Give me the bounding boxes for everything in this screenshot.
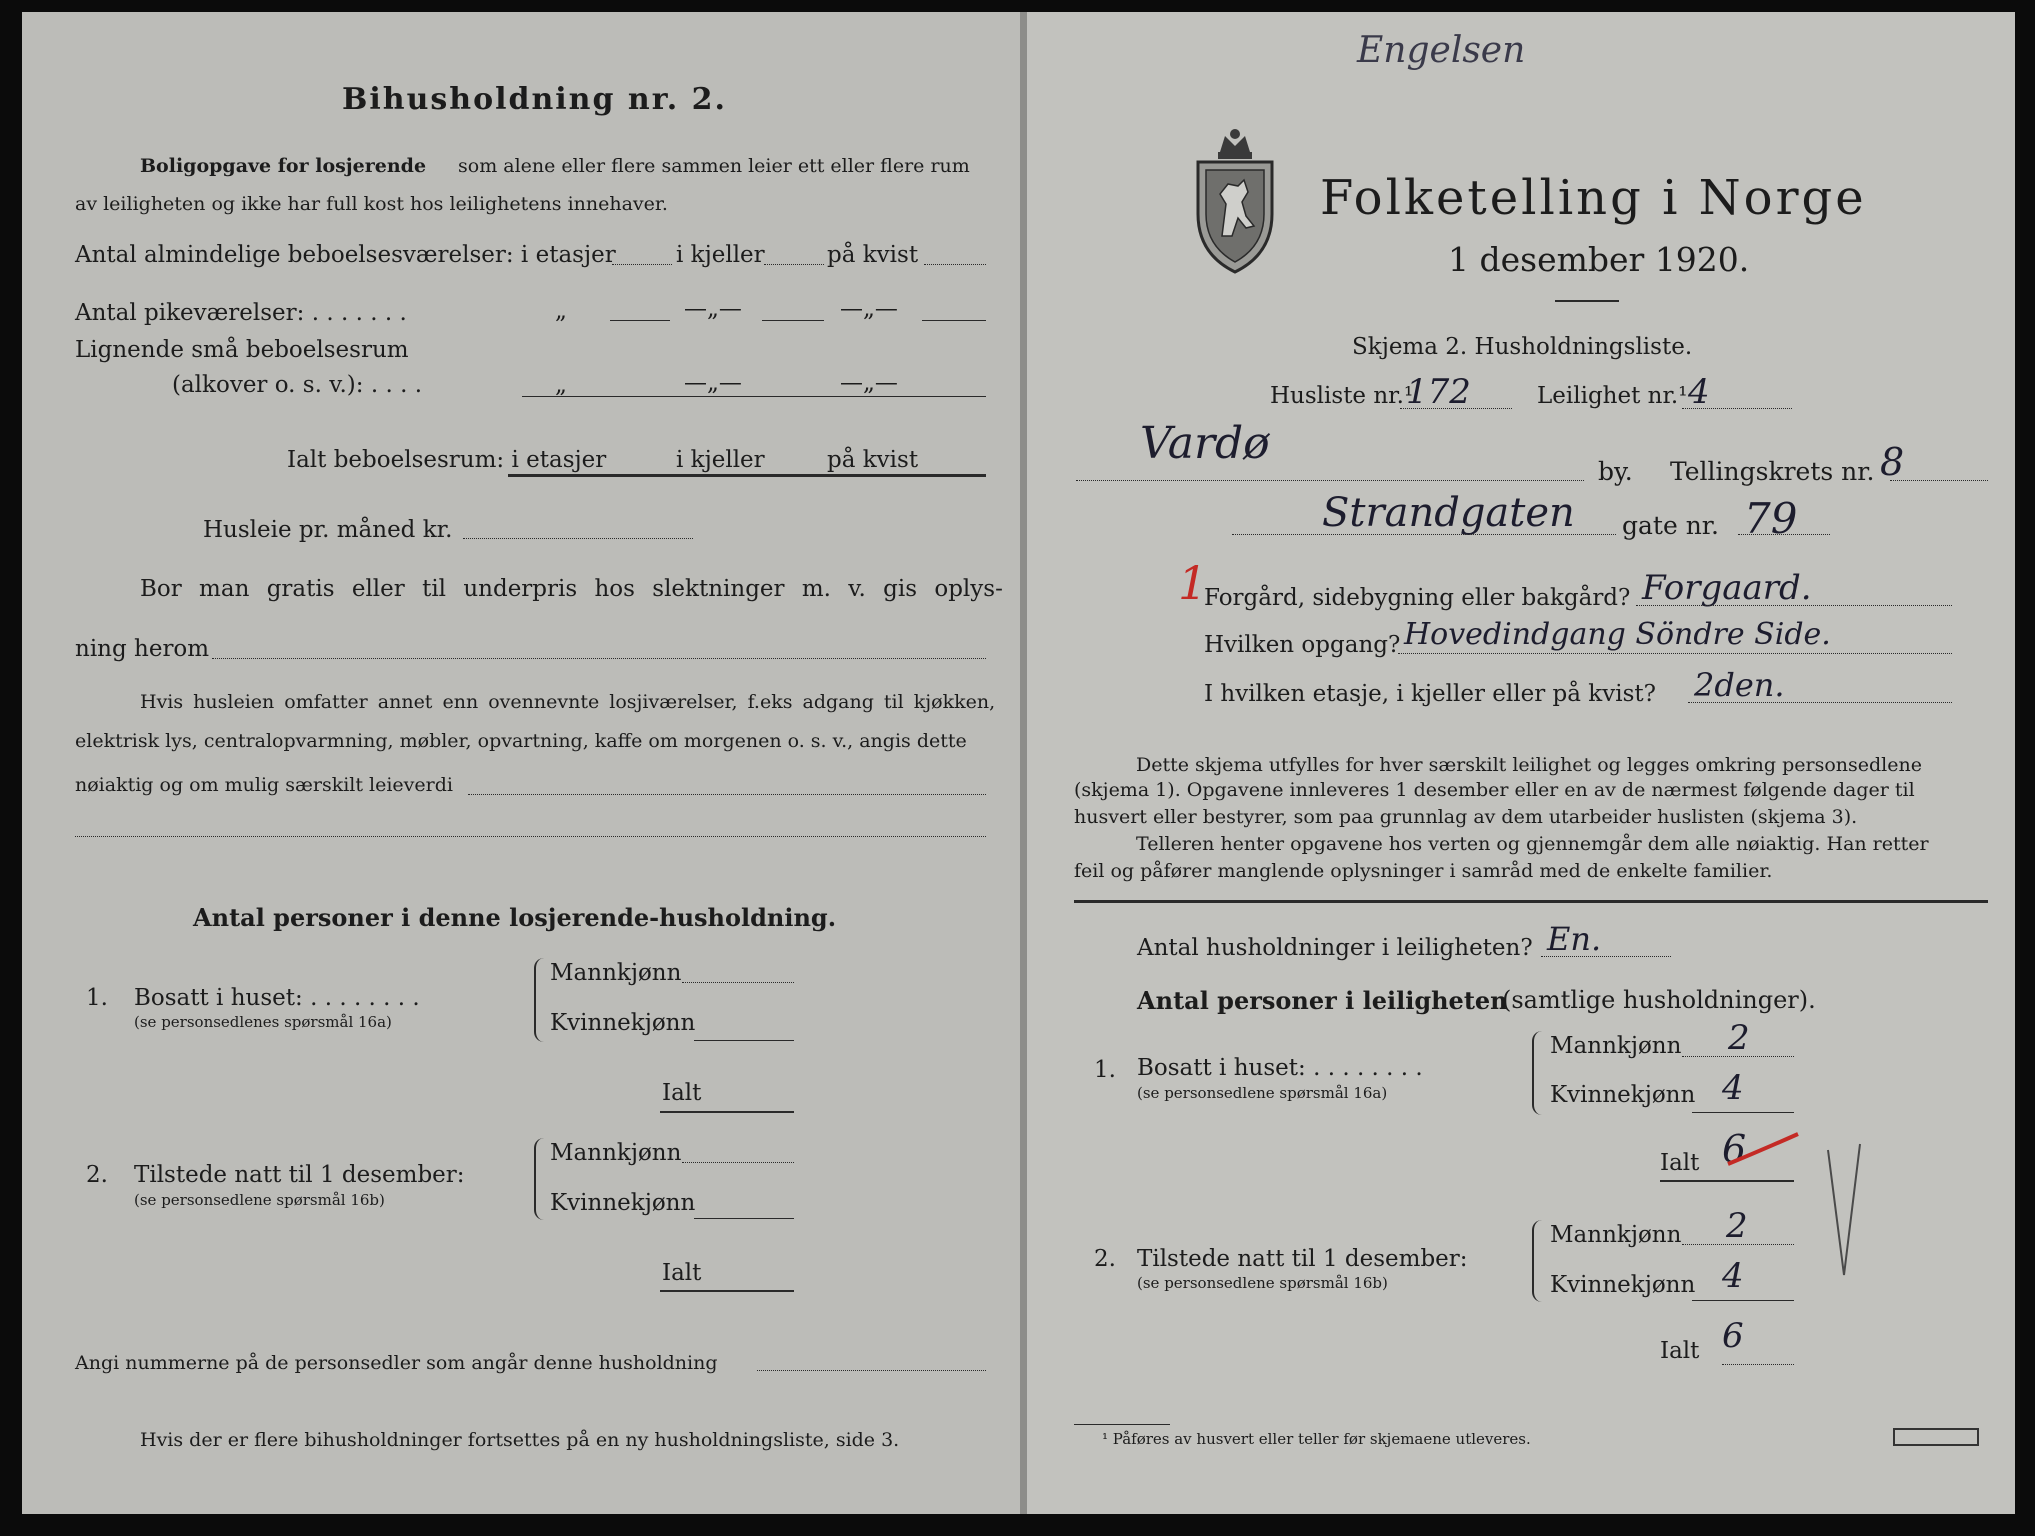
q1-number: 1.	[86, 985, 108, 1011]
instruction-text: Telleren henter opgavene hos verten og gjennemgår dem alle nøiaktig. Han retter	[1136, 833, 1929, 855]
krets-value: 8	[1880, 440, 1905, 484]
opgang-field	[1398, 653, 1952, 654]
gate-field	[1232, 534, 1616, 535]
ialt-label: Ialt	[1660, 1338, 1700, 1364]
ditto-mark: „	[555, 298, 567, 324]
dash-mark: —„—	[840, 296, 898, 322]
title-divider	[1555, 300, 1619, 302]
gate-nr-field	[1738, 534, 1830, 535]
husliste-label: Husliste nr.¹	[1270, 383, 1414, 409]
ialt-label: Ialt	[1660, 1150, 1700, 1176]
pike-kvist-field	[922, 320, 986, 321]
intro-text: som alene eller flere sammen leier ett eller flere rum	[458, 155, 970, 177]
q2-mann-field	[682, 1162, 794, 1163]
footnote-divider	[1074, 1424, 1170, 1425]
paa-kvist-label: på kvist	[827, 242, 919, 268]
q1-mann-value: 2	[1728, 1018, 1750, 1058]
mann-label: Mannkjønn	[550, 960, 682, 986]
ialt-label: Ialt	[662, 1260, 702, 1286]
husleie-field	[463, 538, 693, 539]
rooms-etasjer-field	[612, 264, 672, 265]
by-label: by.	[1598, 457, 1633, 486]
leilighet-value: 4	[1688, 372, 1710, 412]
i-kjeller-label: i kjeller	[676, 242, 765, 268]
angi-text: Angi nummerne på de personsedler som angår denne husholdning	[75, 1352, 718, 1374]
q2-note: (se personsedlene spørsmål 16b)	[134, 1191, 385, 1209]
forgard-value: Forgaard.	[1642, 568, 1812, 608]
coat-of-arms-icon	[1192, 124, 1278, 274]
mann-label: Mannkjønn	[550, 1140, 682, 1166]
bihusholdning-title: Bihusholdning nr. 2.	[342, 82, 727, 117]
q1-label: Bosatt i huset: . . . . . . . .	[134, 985, 420, 1011]
persons-heading-rest: (samtlige husholdninger).	[1502, 986, 1816, 1014]
q2-kvinne-value: 4	[1722, 1256, 1744, 1296]
q2-note: (se personsedlene spørsmål 16b)	[1137, 1274, 1388, 1292]
q2-label: Tilstede natt til 1 desember:	[1137, 1246, 1468, 1272]
gate-label: gate nr.	[1622, 511, 1719, 540]
kvinne-label: Kvinnekjønn	[1550, 1082, 1696, 1108]
leieverdi-field-2	[75, 836, 986, 837]
krets-label: Tellingskrets nr.	[1670, 457, 1875, 486]
etasje-value: 2den.	[1694, 666, 1785, 704]
persons-heading: Antal personer i denne losjerende-husholdning.	[193, 903, 837, 932]
q1-kvinne-field	[1692, 1112, 1794, 1113]
q1-note: (se personsedlene spørsmål 16a)	[1137, 1084, 1388, 1102]
skjema-label: Skjema 2. Husholdningsliste.	[1352, 334, 1693, 360]
leilighet-label: Leilighet nr.¹	[1537, 383, 1688, 409]
husholdninger-label: Antal husholdninger i leiligheten?	[1137, 935, 1533, 961]
q2-ialt-field	[660, 1290, 794, 1292]
gratis-field	[212, 658, 986, 659]
gate-nr-value: 79	[1744, 494, 1798, 543]
rooms-label: Antal almindelige beboelsesværelser: i etasjer	[75, 242, 616, 268]
intro-bold: Boligopgave for losjerende	[140, 155, 427, 177]
by-value: Vardø	[1140, 418, 1270, 469]
leieverdi-field	[468, 794, 986, 795]
q1-ialt-value: 6	[1722, 1127, 1747, 1171]
instruction-text: husvert eller bestyrer, som paa grunnlag av dem utarbeider huslisten (skjema 3).	[1074, 806, 1858, 828]
q1-note: (se personsedlenes spørsmål 16a)	[134, 1013, 392, 1031]
rooms-kvist-field	[924, 264, 986, 265]
printer-stamp	[1893, 1428, 1979, 1446]
footer-text: Hvis der er flere bihusholdninger fortsettes på en ny husholdningsliste, side 3.	[140, 1429, 900, 1451]
mann-label: Mannkjønn	[1550, 1033, 1682, 1059]
etasje-label: I hvilken etasje, i kjeller eller på kvist?	[1204, 681, 1656, 707]
pike-label: Antal pikeværelser: . . . . . . .	[75, 300, 407, 326]
q1-mann-field	[1682, 1056, 1794, 1057]
opgang-label: Hvilken opgang?	[1204, 632, 1401, 658]
krets-field	[1890, 480, 1988, 481]
q1-number: 1.	[1094, 1057, 1116, 1083]
forgard-field	[1636, 605, 1952, 606]
i-kjeller-label: i kjeller	[676, 447, 765, 473]
ialt-rooms-underline	[508, 474, 986, 477]
kvinne-label: Kvinnekjønn	[550, 1190, 696, 1216]
husholdninger-value: En.	[1547, 920, 1602, 958]
instruction-text: Dette skjema utfylles for hver særskilt leilighet og legges omkring personsedlene	[1136, 754, 1922, 776]
alkover-label: (alkover o. s. v.): . . . .	[172, 372, 423, 398]
gratis-text-2: ning herom	[75, 636, 210, 662]
husliste-field	[1400, 408, 1512, 409]
q2-kvinne-field	[694, 1218, 794, 1219]
forgard-label: Forgård, sidebygning eller bakgård?	[1204, 585, 1631, 611]
q1-ialt-field	[660, 1111, 794, 1113]
opgang-value: Hovedindgang Söndre Side.	[1404, 617, 1831, 652]
lignende-label: Lignende små beboelsesrum	[75, 337, 409, 363]
q2-mann-field	[1682, 1244, 1794, 1245]
instruction-text: (skjema 1). Opgavene innleveres 1 desember eller en av de nærmest følgende dager til	[1074, 779, 1915, 801]
etasje-field	[1688, 702, 1952, 703]
pike-kjeller-field	[762, 320, 824, 321]
q1-brace	[1532, 1031, 1544, 1115]
rooms-kjeller-field	[764, 264, 824, 265]
left-page	[22, 12, 1021, 1514]
hvis-text-3: nøiaktig og om mulig særskilt leieverdi	[75, 774, 453, 796]
alkover-underline	[522, 396, 986, 397]
ialt-rooms-label: Ialt beboelsesrum: i etasjer	[287, 447, 607, 473]
dash-mark: —„—	[840, 370, 898, 396]
dash-mark: —„—	[684, 370, 742, 396]
gate-value: Strandgaten	[1322, 490, 1575, 536]
pike-etasjer-field	[610, 320, 670, 321]
q1-kvinne-field	[694, 1040, 794, 1041]
ditto-mark: „	[555, 372, 567, 398]
q2-kvinne-field	[1692, 1300, 1794, 1301]
q2-number: 2.	[1094, 1246, 1116, 1272]
hvis-text-2: elektrisk lys, centralopvarmning, møbler, opvartning, kaffe om morgenen o. s. v., angis dette	[75, 730, 967, 752]
q2-brace	[534, 1138, 546, 1220]
q1-mann-field	[682, 982, 794, 983]
q1-kvinne-value: 4	[1722, 1068, 1744, 1108]
kvinne-label: Kvinnekjønn	[550, 1010, 696, 1036]
paa-kvist-label: på kvist	[827, 447, 919, 473]
q2-brace	[1532, 1220, 1544, 1302]
q2-mann-value: 2	[1726, 1206, 1748, 1246]
tick-mark-icon	[1824, 1140, 1864, 1280]
q1-brace	[534, 958, 546, 1042]
handwritten-name: Engelsen	[1357, 30, 1526, 71]
persons-heading: Antal personer i leiligheten	[1137, 986, 1508, 1015]
dash-mark: —„—	[684, 296, 742, 322]
husholdninger-field	[1541, 956, 1671, 957]
section-divider	[1074, 900, 1988, 903]
census-date: 1 desember 1920.	[1448, 240, 1750, 279]
red-pencil-mark: 1	[1178, 556, 1208, 610]
leilighet-field	[1682, 408, 1792, 409]
husliste-value: 172	[1406, 372, 1471, 412]
q1-label: Bosatt i huset: . . . . . . . .	[1137, 1055, 1423, 1081]
husleie-label: Husleie pr. måned kr.	[203, 517, 453, 543]
red-check-mark-icon	[1722, 1130, 1802, 1170]
q2-ialt-field	[1722, 1364, 1794, 1365]
q2-ialt-value: 6	[1722, 1316, 1744, 1356]
gratis-text: Bor man gratis eller til underpris hos slektninger m. v. gis oplys-	[140, 576, 1003, 602]
angi-field	[757, 1370, 986, 1371]
q2-label: Tilstede natt til 1 desember:	[134, 1162, 465, 1188]
q1-ialt-field	[1660, 1180, 1794, 1182]
main-title: Folketelling i Norge	[1320, 170, 1867, 226]
by-field	[1076, 480, 1584, 481]
q2-number: 2.	[86, 1162, 108, 1188]
mann-label: Mannkjønn	[1550, 1222, 1682, 1248]
footnote-text: ¹ Påføres av husvert eller teller før skjemaene utleveres.	[1102, 1430, 1531, 1448]
intro-text-2: av leiligheten og ikke har full kost hos leilighetens innehaver.	[75, 193, 668, 215]
ialt-label: Ialt	[662, 1080, 702, 1106]
kvinne-label: Kvinnekjønn	[1550, 1272, 1696, 1298]
hvis-text: Hvis husleien omfatter annet enn ovennevnte losjiværelser, f.eks adgang til kjøkken,	[140, 691, 996, 713]
instruction-text: feil og påfører manglende oplysninger i samråd med de enkelte familier.	[1074, 860, 1773, 882]
